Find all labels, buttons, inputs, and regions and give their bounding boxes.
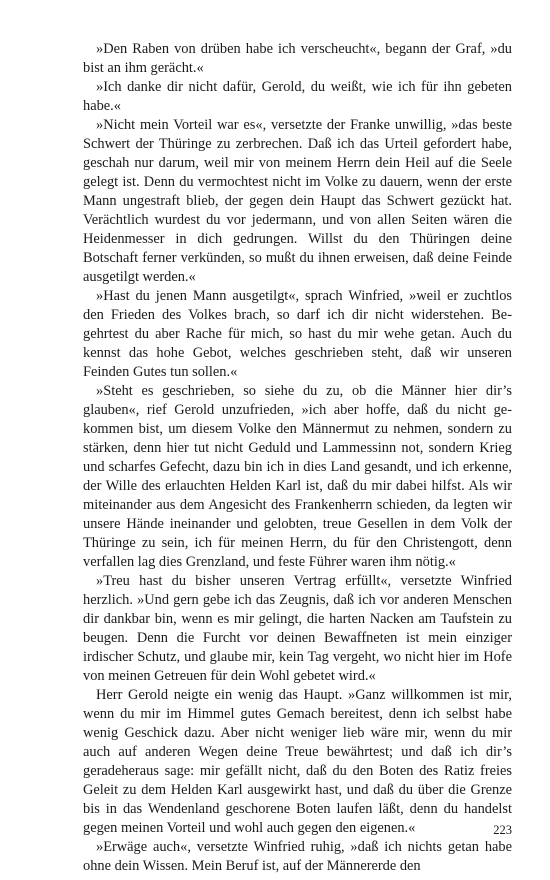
text-body (83, 40, 512, 876)
paragraph-4: »Hast du jenen Mann ausgetilgt«, sprach Winfried, »weil er zuchtlos den Frieden des Volkes brach, so darf ich dir nicht widerstehen. Begehrtest du aber Rache für mich, so hast du mir wehe getan. Auch du kennst das hohe Gebot, welches geschrieben steht, daß wir unseren Feinden Gutes tun sollen.« (83, 288, 512, 380)
paragraph-1: »Den Raben von drüben habe ich verscheucht«, begann der Graf, »du bist an ihm gerächt.« (83, 41, 512, 76)
paragraph-5: »Steht es geschrieben, so siehe du zu, ob die Männer hier dir’s glauben«, rief Gerold unzufrieden, »ich aber hoffe, daß du nicht gekommen bist, um diesem Volke den Männermut zu nehmen, sondern zu stärken, denn hier tut nicht Geduld und Lammessinn not, sondern Krieg und scharfes Gefecht, dazu bin ich in dies Land gesandt, und ich erkenne, der Wille des erlauchten Helden Karl ist, daß du mir dabei hilfst. Als wir miteinander aus dem Angesicht des Frankenherrn schieden, da legten wir unsere Hände ineinander und gelobten, treue Gesellen in dem Volk der Thüringe zu sein, ich für meinen Herrn, du für den Christengott, denn verfallen lag dies Grenzland, und feste Führer waren ihm nötig.« (83, 383, 512, 570)
paragraph-2: »Ich danke dir nicht dafür, Gerold, du weißt, wie ich für ihn gebeten habe.« (83, 79, 512, 114)
paragraph-8: »Erwäge auch«, versetzte Winfried ruhig, »daß ich nichts getan habe ohne dein Wissen. Mein Beruf ist, auf der Männererde den (83, 839, 512, 874)
page-number: 223 (493, 823, 512, 837)
paragraph-7: Herr Gerold neigte ein wenig das Haupt. »Ganz willkommen ist mir, wenn du mir im Himmel gutes Gemach bereitest, denn ich selbst habe wenig Geschick dazu. Aber nicht weniger lieb wäre mir, wenn du mir auch auf anderen Wegen deine Treue bewährtest; und daß ich dir’s geradeheraus sage: mir gefällt nicht, daß du den Boten des Ratiz freies Geleit zu dem Helden Karl ausgewirkt hast, und daß du über die Grenze bis in das Wendenland geschorene Boten laufen läßt, denn du handelst gegen meinen Vorteil und wohl auch gegen den eigenen.« (83, 687, 512, 836)
paragraph-3: »Nicht mein Vorteil war es«, versetzte der Franke unwillig, »das beste Schwert der Thüringe zu zerbrechen. Daß ich das Urteil gefordert habe, geschah nur darum, weil mir von meinem Herrn dein Heil auf die Seele gelegt ist. Denn du vermochtest nicht im Volke zu dauern, wenn der erste Mann ungestraft blieb, der gegen dein Haupt das Schwert gezückt hat. Verächtlich wurdest du vor jedermann, und von allen Seiten wären die Heidenmesser in dich gedrungen. Willst du den Thüringen deine Botschaft ferner verkünden, so mußt du ihnen erweisen, daß deine Feinde ausgetilgt werden.« (83, 117, 512, 285)
paragraph-6: »Treu hast du bisher unseren Vertrag erfüllt«, versetzte Winfried herzlich. »Und gern gebe ich das Zeugnis, daß ich vor anderen Menschen dir dankbar bin, wenn es mir gelingt, die harten Nacken am Taufstein zu beugen. Denn die Furcht vor deinen Bewaffneten ist mein einziger irdischer Schutz, und glaube mir, kein Tag vergeht, wo nicht hier im Hofe von meinen Getreuen für dein Wohl gebetet wird.« (83, 573, 512, 684)
